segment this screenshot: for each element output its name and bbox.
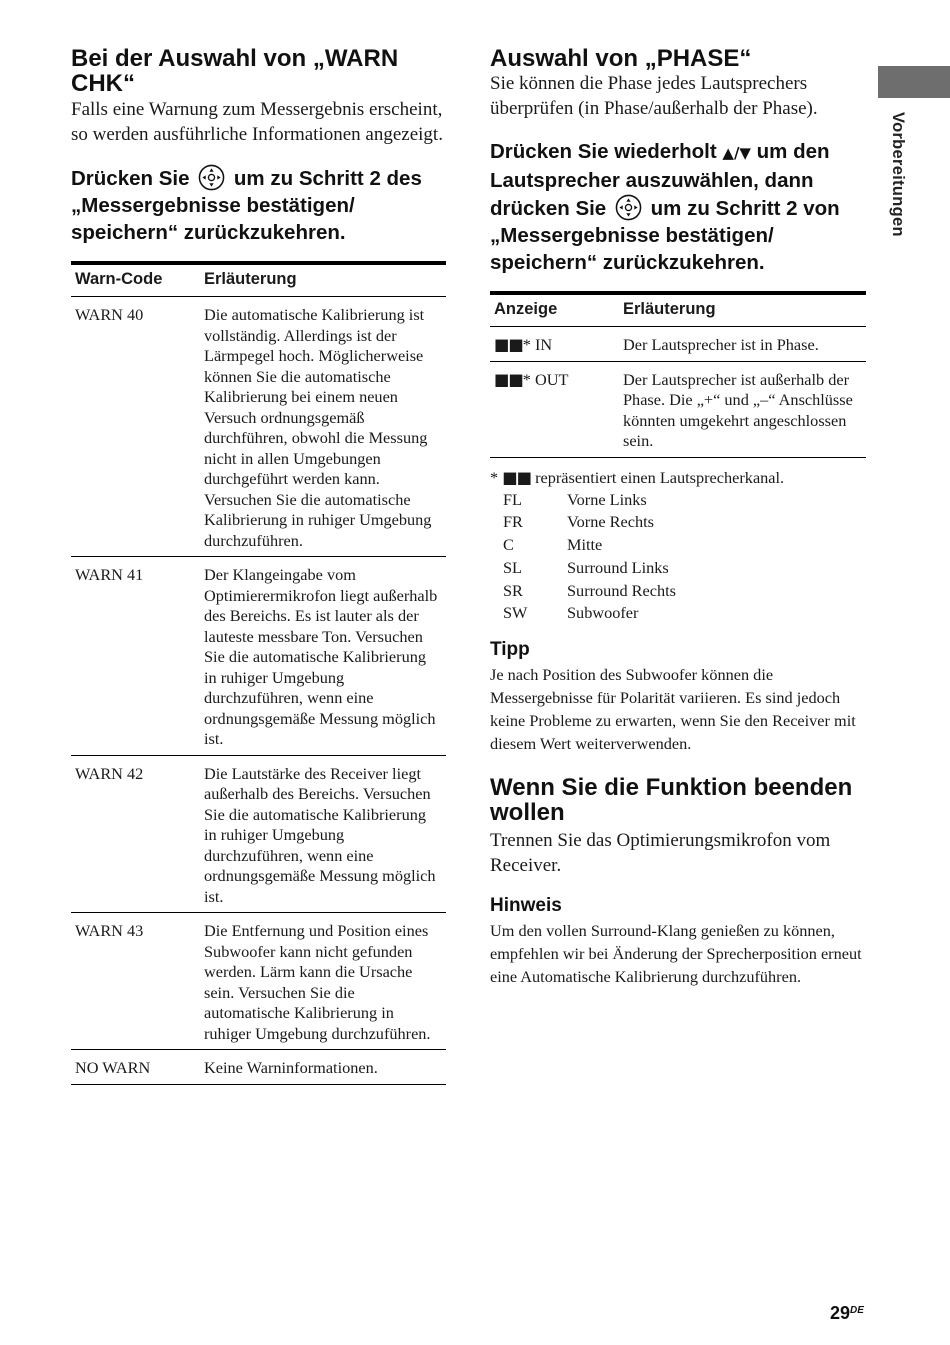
header-display: Anzeige: [490, 293, 619, 327]
warn-code: WARN 41: [71, 557, 200, 756]
table-row: [490, 327, 866, 362]
speaker-channel-squares: ■■: [494, 335, 523, 354]
phase-instruction: [490, 138, 866, 276]
channel-code: FL: [503, 489, 523, 509]
header-explanation: Erläuterung: [619, 293, 866, 327]
channel-name: Subwoofer: [567, 603, 639, 623]
footnote-marker: *: [490, 467, 503, 487]
instruction-text-2: um zu Schritt 2 des „Messergebnisse bestätigen/ speichern“ zurückzukehren.: [71, 167, 422, 244]
left-column: [71, 0, 446, 1085]
header-warn-code: Warn-Code: [71, 263, 200, 297]
table-row: [490, 361, 866, 457]
instruction-text-3: um zu Schritt 2 von „Messergebnisse bestätigen/ speichern“ zurückzukehren.: [490, 197, 840, 274]
tip-heading: Tipp: [490, 639, 530, 661]
instruction-text-2: um den Lautsprecher auszuwählen, dann drücken Sie: [490, 140, 830, 220]
phase-display: [490, 327, 619, 362]
warn-code-table: [71, 261, 446, 1085]
warn-explanation: Die Lautstärke des Receiver liegt außerhalb des Bereichs. Versuchen Sie die automatische Kalibrierung in ruhiger Umgebung durchzuführen, wenn eine ordnungsgemäße Messung möglich ist.: [200, 755, 446, 913]
phase-intro: Sie können die Phase jedes Lautsprechers überprüfen (in Phase/außerhalb der Phase).: [490, 73, 818, 119]
list-item: [490, 580, 866, 603]
end-function-text: Trennen Sie das Optimierungsmikrofon vom Receiver.: [490, 830, 831, 877]
note-heading: Hinweis: [490, 895, 562, 917]
table-row: [71, 1050, 446, 1085]
table-header-row: [71, 263, 446, 297]
phase-code: * IN: [522, 335, 553, 354]
channel-name: Vorne Links: [567, 489, 647, 509]
warn-explanation: Keine Warninformationen.: [200, 1050, 446, 1085]
channel-list: [490, 489, 866, 626]
note-text: Um den vollen Surround-Klang genießen zu können, empfehlen wir bei Änderung der Sprecherposition erneut eine Automatische Kalibrierung durchzuführen.: [490, 921, 862, 987]
warn-chk-instruction: [71, 164, 446, 246]
up-down-arrow-icon: ▲/▼: [722, 144, 751, 162]
page-number: [830, 1303, 864, 1324]
right-column: [490, 0, 866, 988]
warn-chk-intro: Falls eine Warnung zum Messergebnis erscheint, so werden ausführliche Informationen angezeigt.: [71, 99, 443, 145]
table-row: [71, 557, 446, 756]
warn-chk-title: Bei der Auswahl von „WARN CHK“: [71, 45, 399, 97]
channel-name: Mitte: [567, 535, 603, 555]
footnote-text: repräsentiert einen Lautsprecherkanal.: [531, 467, 785, 487]
warn-explanation: Der Klangeingabe vom Optimierermikrofon liegt außerhalb des Bereichs. Es ist lauter als der lauteste messbare Ton. Versuchen Sie die automatische Kalibrierung in ruhiger Umgebung durchzuführen, wenn eine ordnungsgemäße Messung möglich ist.: [200, 557, 446, 756]
table-header-row: [490, 293, 866, 327]
warn-code: WARN 43: [71, 913, 200, 1050]
channel-code: SW: [503, 603, 528, 623]
header-explanation: Erläuterung: [200, 263, 446, 297]
section-tab: [878, 66, 950, 98]
tip-text: Je nach Position des Subwoofer können die Messergebnisse für Polarität variieren. Es sind jedoch keine Probleme zu erwarten, wenn Sie den Receiver mit diesem Wert weiterverwenden.: [490, 665, 856, 754]
phase-display: [490, 361, 619, 457]
channel-code: SL: [503, 557, 523, 577]
warn-code: NO WARN: [71, 1050, 200, 1085]
footnote: [490, 466, 866, 489]
speaker-channel-squares: ■■: [494, 369, 523, 389]
instruction-text-1: Drücken Sie wiederholt: [490, 140, 723, 163]
speaker-channel-squares: ■■: [502, 467, 531, 487]
warn-explanation: Die Entfernung und Position eines Subwoofer kann nicht gefunden werden. Lärm kann die Ursache sein. Versuchen Sie die automatische Kalibrierung in ruhiger Umgebung durchzuführen.: [200, 913, 446, 1050]
end-function-title: Wenn Sie die Funktion beenden wollen: [490, 774, 853, 827]
list-item: [490, 557, 866, 580]
section-label: Vorbereitungen: [889, 112, 907, 237]
table-row: [71, 755, 446, 913]
warn-code: WARN 42: [71, 755, 200, 913]
phase-table: [490, 291, 866, 458]
channel-code: FR: [503, 512, 523, 532]
list-item: [490, 602, 866, 625]
channel-code: SR: [503, 580, 523, 600]
instruction-text-1: Drücken Sie: [71, 167, 190, 190]
page-number-value: 29: [830, 1303, 851, 1323]
channel-code: C: [503, 535, 514, 555]
channel-name: Surround Links: [567, 557, 669, 577]
phase-explanation: Der Lautsprecher ist außerhalb der Phase. Die „+“ und „–“ Anschlüsse könnten umgekehrt angeschlossen sein.: [619, 361, 866, 457]
warn-explanation: Die automatische Kalibrierung ist vollständig. Allerdings ist der Lärmpegel hoch. Möglicherweise können Sie die automatische Kalibrierung bei einem neuen Versuch ordnungsgemäß durchführen, obwohl die Messung nicht in allen Umgebungen durchgeführt werden kann. Versuchen Sie die automatische Kalibrierung in ruhiger Umgebung durchzuführen.: [200, 297, 446, 557]
table-row: [71, 913, 446, 1050]
list-item: [490, 489, 866, 512]
list-item: [490, 534, 866, 557]
channel-name: Surround Rechts: [567, 580, 676, 600]
table-row: [71, 297, 446, 557]
phase-code: * OUT: [522, 369, 569, 389]
list-item: [490, 511, 866, 534]
enter-button-icon: [615, 194, 642, 221]
channel-name: Vorne Rechts: [567, 512, 654, 532]
phase-explanation: Der Lautsprecher ist in Phase.: [619, 327, 866, 362]
page-number-suffix: DE: [850, 1305, 864, 1316]
phase-title: Auswahl von „PHASE“: [490, 45, 752, 72]
warn-code: WARN 40: [71, 297, 200, 557]
enter-button-icon: [198, 164, 225, 191]
